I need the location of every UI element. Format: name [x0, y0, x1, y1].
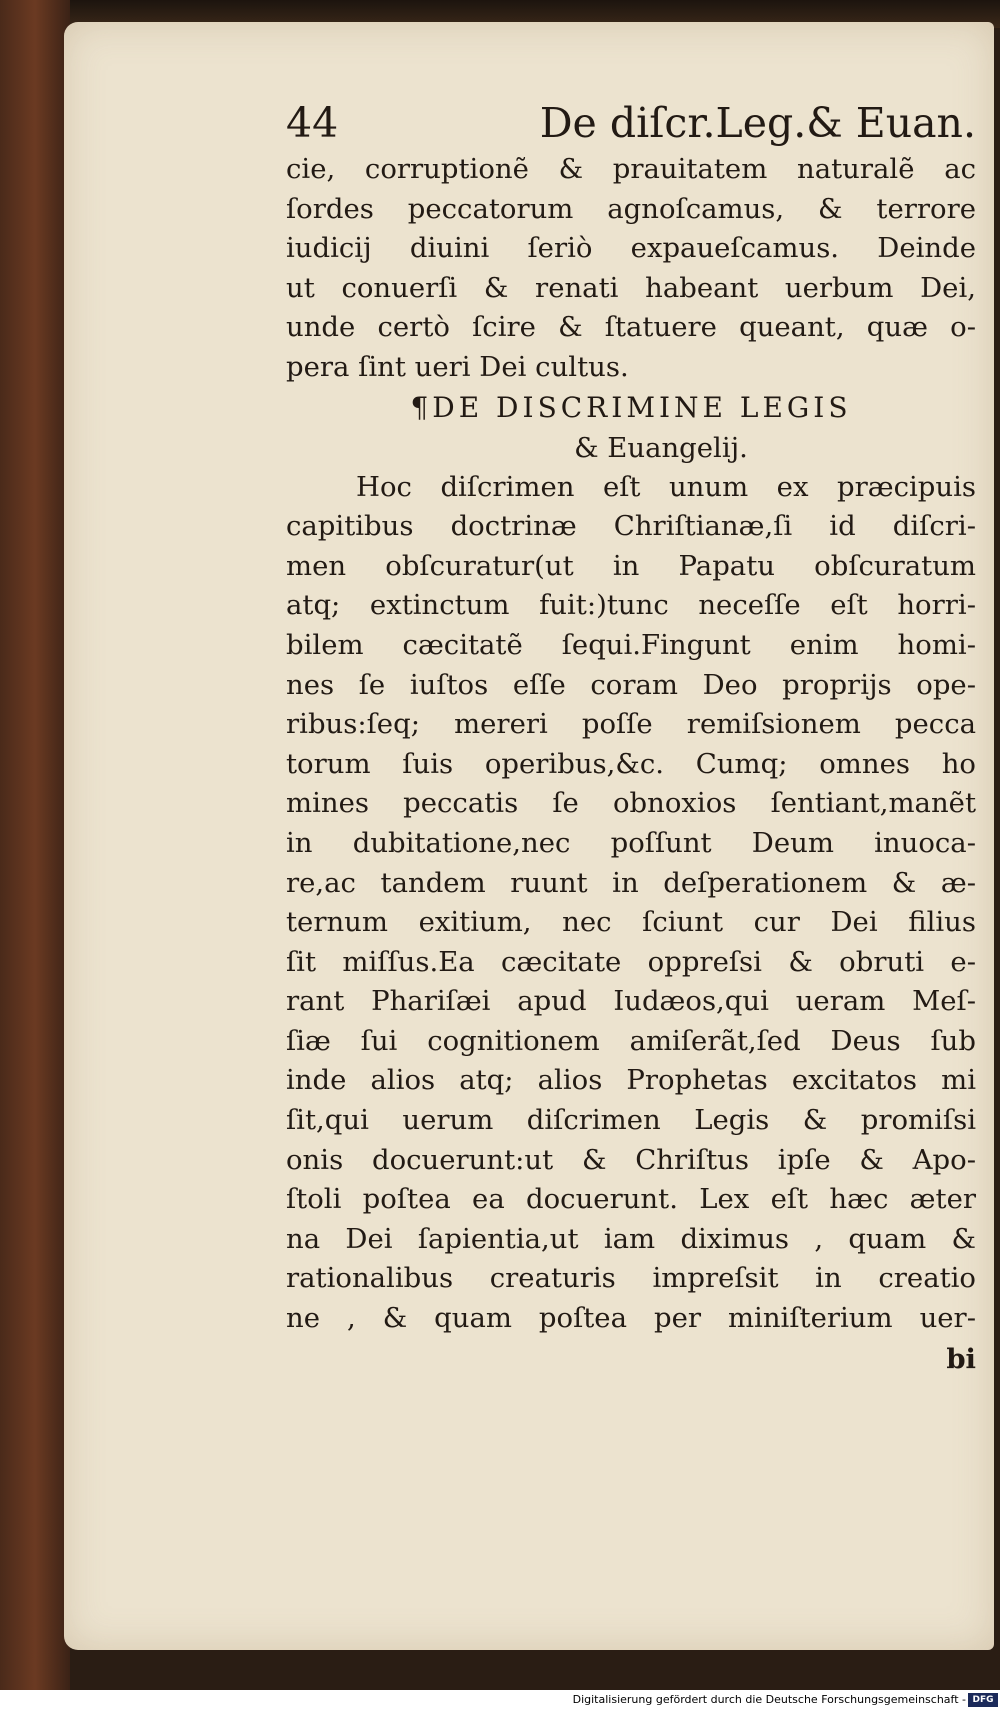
text-line: ſit miſſus.Ea cæcitate oppreſsi & obruti e-	[286, 945, 976, 978]
text-line: Hoc diſcrimen eſt unum ex præcipuis	[356, 470, 976, 503]
text-line: ſiæ ſui cognitionem amiſerãt,ſed Deus ſub	[286, 1024, 976, 1057]
body-paragraph	[286, 468, 976, 1339]
catchword: bi	[946, 1342, 976, 1375]
text-line: re,ac tandem ruunt in deſperationem & æ-	[286, 866, 976, 899]
text-line: ſtoli poſtea ea docuerunt. Lex eſt hæc æter	[286, 1183, 976, 1216]
funding-credit: Digitalisierung gefördert durch die Deutsche Forschungsgemeinschaft -	[572, 1693, 966, 1706]
text-line: rant Phariſæi apud Iudæos,qui ueram Meſ-	[286, 985, 976, 1018]
opening-paragraph	[286, 150, 976, 388]
book-page	[64, 22, 994, 1650]
text-line: ternum exitium, nec ſciunt cur Dei filius	[286, 906, 976, 939]
text-line: atq; extinctum fuit:)tunc neceſſe eſt horri-	[286, 589, 976, 622]
text-line: cie, corruptionẽ & prauitatem naturalẽ ac	[286, 153, 976, 185]
digitization-footer	[0, 1690, 1000, 1710]
text-line: inde alios atq; alios Prophetas excitatos mi	[286, 1064, 976, 1097]
text-line: ut conuerſi & renati habeant uerbum Dei,	[286, 271, 976, 304]
section-heading: ¶DE DISCRIMINE LEGIS	[410, 390, 852, 424]
text-line: unde certò ſcire & ſtatuere queant, quæ o-	[286, 311, 976, 344]
text-line: capitibus doctrinæ Chriſtianæ,ſi id diſcri-	[286, 510, 976, 543]
text-line: iudicij diuini ſeriò expaueſcamus. Deinde	[286, 232, 976, 265]
page-header	[286, 98, 976, 148]
text-line: ſordes peccatorum agnoſcamus, & terrore	[286, 192, 976, 225]
text-line: mines peccatis ſe obnoxios ſentiant,manẽt	[286, 787, 976, 820]
text-line: na Dei ſapientia,ut iam diximus , quam &	[286, 1222, 976, 1255]
text-line: onis docuerunt:ut & Chriſtus ipſe & Apo-	[286, 1143, 976, 1176]
running-title: De diſcr.Leg.& Euan.	[539, 99, 976, 147]
text-block	[286, 98, 976, 1379]
text-line: rationalibus creaturis impreſsit in creatio	[286, 1262, 976, 1295]
page-number: 44	[286, 99, 339, 147]
text-line: torum ſuis operibus,&c. Cumq; omnes ho	[286, 747, 976, 780]
dfg-logo-icon: DFG	[968, 1693, 998, 1707]
text-line: ribus:ſeq; mereri poſſe remiſsionem pecca	[286, 708, 976, 741]
text-line: in dubitatione,nec poſſunt Deum inuoca-	[286, 826, 976, 859]
text-line: pera ſint ueri Dei cultus.	[286, 350, 629, 383]
text-line: men obſcuratur(ut in Papatu obſcuratum	[286, 549, 976, 582]
section-subheading: & Euangelij.	[574, 431, 748, 464]
text-line: ſit,qui uerum diſcrimen Legis & promiſsi	[286, 1104, 976, 1137]
text-line: ne , & quam poſtea per miniſterium uer-	[286, 1302, 976, 1335]
book-binding-spine	[0, 0, 70, 1690]
text-line: nes ſe iuſtos eſſe coram Deo proprijs ope-	[286, 668, 976, 701]
text-line: bilem cæcitatẽ ſequi.Fingunt enim homi-	[286, 628, 976, 661]
